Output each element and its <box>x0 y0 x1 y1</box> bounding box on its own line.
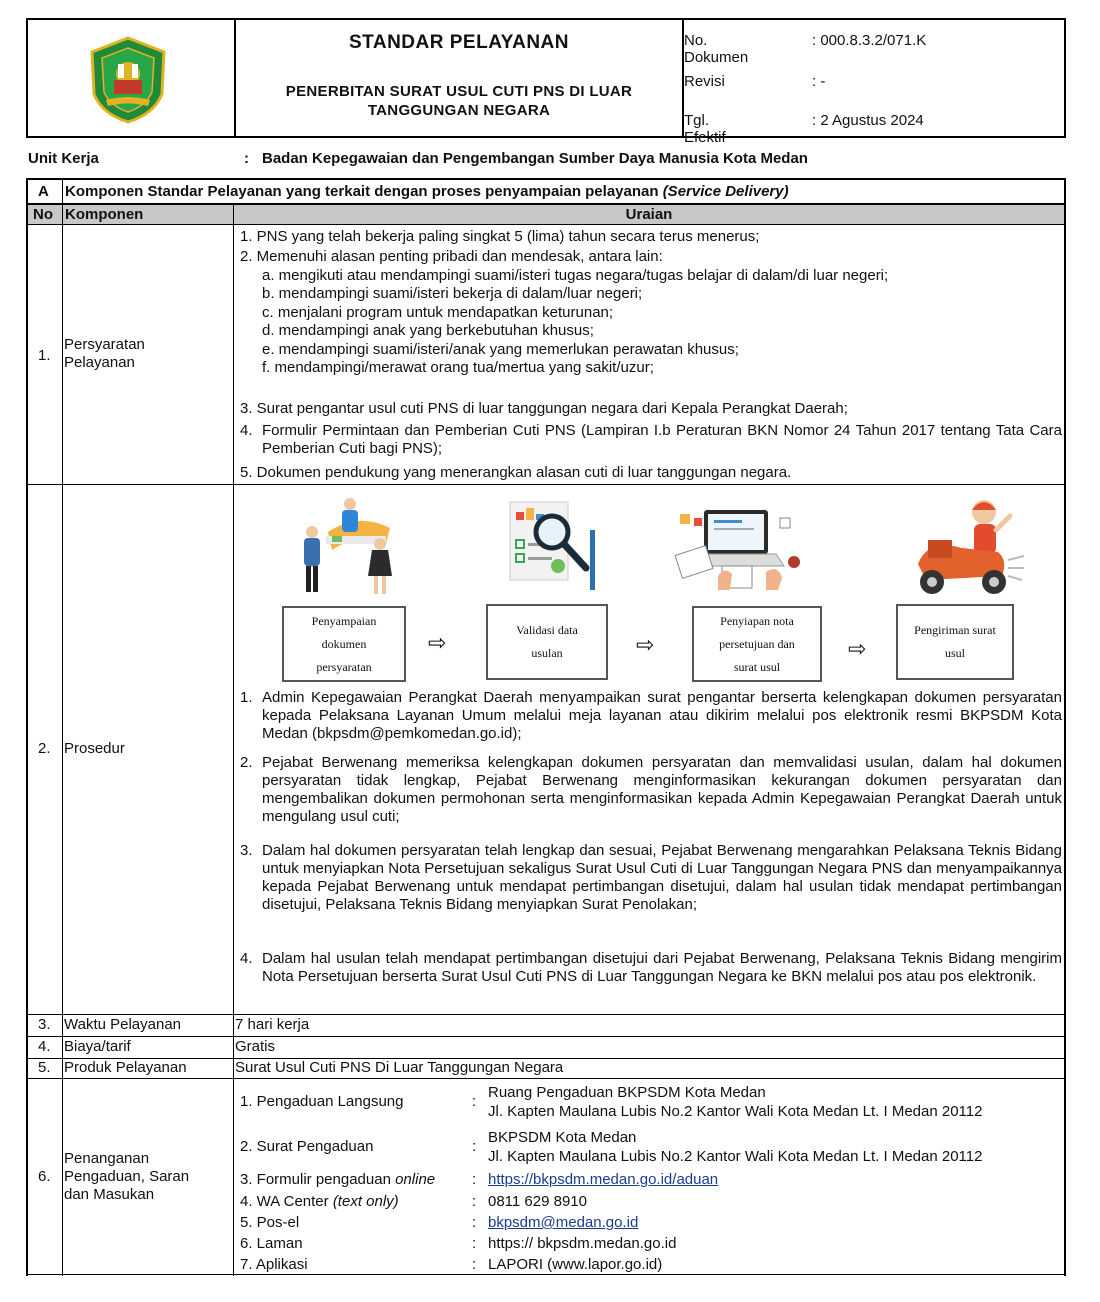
email-link[interactable]: bkpsdm@medan.go.id <box>488 1214 639 1231</box>
r1-item-2a: a. mengikuti atau mendampingi suami/isteri tugas negara/tugas belajar di dalam/di luar negeri; <box>262 267 889 284</box>
row6-no: 6. <box>38 1168 51 1185</box>
r1-item-2: 2. Memenuhi alasan penting pribadi dan mendesak, antara lain: <box>240 248 663 265</box>
column-uraian: Uraian <box>625 206 673 223</box>
row3-no: 3. <box>38 1016 51 1033</box>
flow-step-1: Penyampaian dokumen persyaratan <box>282 606 406 682</box>
row2-komponen: Prosedur <box>64 740 125 757</box>
r1-item-2c: c. menjalani program untuk mendapatkan keturunan; <box>262 304 614 321</box>
r6-item-6-label: 6. Laman <box>240 1235 303 1252</box>
r1-item-4: Formulir Permintaan dan Pemberian Cuti PNS (Lampiran I.b Peraturan BKN Nomor 24 Tahun 2017 tentang Tata Cara Pemberian Cuti bagi PNS); <box>262 422 1062 457</box>
city-emblem-icon <box>84 34 172 126</box>
r2-step-2: Pejabat Berwenang memeriksa kelengkapan dokumen persyaratan dan memvalidasi usulan, dalam hal dokumen persyaratan tidak lengkap, Pejabat Berwenang menginformasikan kekurangan dokumen persyaratan dan mengembalikan dokumen permohonan serta menginformasikan kepada Admin Kepegawaian Perangkat Daerah untuk mengulang usul cuti; <box>262 754 1062 825</box>
r6-item-1-label: 1. Pengaduan Langsung <box>240 1093 404 1110</box>
delivery-scooter-illustration-icon <box>898 490 1026 600</box>
row4-komponen: Biaya/tarif <box>64 1038 131 1055</box>
document-subtitle: PENERBITAN SURAT USUL CUTI PNS DI LUAR TANGGUNGAN NEGARA <box>285 83 633 119</box>
row4-uraian: Gratis <box>235 1038 276 1055</box>
flow-arrow-icon: ⇨ <box>636 632 655 657</box>
row5-uraian: Surat Usul Cuti PNS Di Luar Tanggungan Negara <box>235 1059 564 1076</box>
r6-item-1-sep: : <box>472 1093 477 1110</box>
row4-no: 4. <box>38 1038 51 1055</box>
r2-step-3-no: 3. <box>240 842 253 859</box>
r6-item-7-sep: : <box>472 1256 477 1273</box>
r1-item-2b: b. mendampingi suami/isteri bekerja di dalam/luar negeri; <box>262 285 643 302</box>
laman-value: https:// bkpsdm.medan.go.id <box>488 1235 677 1252</box>
flow-arrow-icon: ⇨ <box>428 630 447 655</box>
r6-item-7-label: 7. Aplikasi <box>240 1256 308 1273</box>
r6-item-2-v1: BKPSDM Kota Medan <box>488 1129 637 1146</box>
column-komponen: Komponen <box>65 206 144 223</box>
flow-arrow-icon: ⇨ <box>848 636 867 661</box>
r2-step-1-no: 1. <box>240 689 253 706</box>
r6-item-3-label: 3. Formulir pengaduan online <box>240 1171 436 1188</box>
title-cell <box>236 20 684 136</box>
section-title: Komponen Standar Pelayanan yang terkait dengan proses penyampaian pelayanan (Service Delivery) <box>65 183 789 200</box>
unit-kerja-sep: : <box>244 150 249 167</box>
section-letter: A <box>38 183 49 200</box>
r2-step-2-no: 2. <box>240 754 253 771</box>
r6-item-4-label: 4. WA Center (text only) <box>240 1193 399 1210</box>
row1-komponen: Persyaratan Pelayanan <box>64 336 145 371</box>
wa-center-value: 0811 629 8910 <box>488 1193 587 1210</box>
unit-kerja-value: Badan Kepegawaian dan Pengembangan Sumber Daya Manusia Kota Medan <box>262 150 808 167</box>
aplikasi-value: LAPORI (www.lapor.go.id) <box>488 1256 663 1273</box>
service-desk-illustration-icon <box>298 492 398 598</box>
r2-step-4-no: 4. <box>240 950 253 967</box>
r6-item-2-v2: Jl. Kapten Maulana Lubis No.2 Kantor Wali Kota Medan Lt. I Medan 20112 <box>488 1148 983 1165</box>
r2-step-4: Dalam hal usulan telah mendapat pertimbangan disetujui dari Pejabat Berwenang, Pelaksana Teknis Bidang mengirim Nota Persetujuan berserta Surat Usul Cuti PNS di Luar Tanggungan Negara ke BKN melalui pos atau pos elektronik. <box>262 950 1062 985</box>
r6-item-1-v2: Jl. Kapten Maulana Lubis No.2 Kantor Wali Kota Medan Lt. I Medan 20112 <box>488 1103 983 1120</box>
r6-item-2-label: 2. Surat Pengaduan <box>240 1138 374 1155</box>
row3-uraian: 7 hari kerja <box>235 1016 310 1033</box>
r6-item-5-label: 5. Pos-el <box>240 1214 300 1231</box>
row2-no: 2. <box>38 740 51 757</box>
document-validation-illustration-icon <box>506 496 602 596</box>
r1-item-5: 5. Dokumen pendukung yang menerangkan alasan cuti di luar tanggungan negara. <box>240 464 792 481</box>
r1-item-2f: f. mendampingi/merawat orang tua/mertua yang sakit/uzur; <box>262 359 654 376</box>
r6-item-3-sep: : <box>472 1171 477 1188</box>
row1-no: 1. <box>38 347 51 364</box>
r6-item-1-v1: Ruang Pengaduan BKPSDM Kota Medan <box>488 1084 766 1101</box>
r6-item-4-sep: : <box>472 1193 477 1210</box>
row5-no: 5. <box>38 1059 51 1076</box>
aduan-link[interactable]: https://bkpsdm.medan.go.id/aduan <box>488 1171 719 1188</box>
document-header <box>26 18 1066 146</box>
r1-item-1: 1. PNS yang telah bekerja paling singkat 5 (lima) tahun secara terus menerus; <box>240 228 760 245</box>
flow-step-3: Penyiapan nota persetujuan dan surat usul <box>692 606 822 682</box>
document-title: STANDAR PELAYANAN <box>349 32 569 53</box>
r1-item-2e: e. mendampingi suami/isteri/anak yang memerlukan perawatan khusus; <box>262 341 739 358</box>
r1-item-4-no: 4. <box>240 422 253 439</box>
meta-cell: No. Dokumen : 000.8.3.2/071.K Revisi : - Tgl. Efektif : 2 Agustus 2024 <box>684 32 927 146</box>
flow-step-4: Pengiriman surat usul <box>896 604 1014 680</box>
column-no: No <box>33 206 53 223</box>
logo-cell <box>28 20 236 136</box>
flow-step-2: Validasi data usulan <box>486 604 608 680</box>
laptop-drafting-illustration-icon <box>674 506 810 592</box>
r2-step-1: Admin Kepegawaian Perangkat Daerah menyampaikan surat pengantar berserta kelengkapan dokumen persyaratan kepada Pelaksana Layanan Umum melalui meja layanan atau dikirim melalui pos elektronik resmi BKPSDM Kota Medan (bkpsdm@pemkomedan.go.id); <box>262 689 1062 742</box>
r6-item-2-sep: : <box>472 1138 477 1155</box>
row5-komponen: Produk Pelayanan <box>64 1059 187 1076</box>
r2-step-3: Dalam hal dokumen persyaratan telah lengkap dan sesuai, Pejabat Berwenang mengarahkan Pelaksana Teknis Bidang untuk menyiapkan Nota Persetujuan sekaligus Surat Usul Cuti di Luar Tanggungan Negara PNS dan menyampaikannya kepada Pejabat Berwenang untuk mendapat pertimbangan disetujui, dalam hal usulan tidak mendapat pertimbangan disetujui, Pelaksana Teknis Bidang menyiapkan Surat Penolakan; <box>262 842 1062 913</box>
unit-kerja-label: Unit Kerja <box>28 150 99 167</box>
service-standard-table <box>26 178 1066 1276</box>
r1-item-2d: d. mendampingi anak yang berkebutuhan khusus; <box>262 322 594 339</box>
r6-item-5-sep: : <box>472 1214 477 1231</box>
r1-item-3: 3. Surat pengantar usul cuti PNS di luar tanggungan negara dari Kepala Perangkat Daerah; <box>240 400 848 417</box>
row3-komponen: Waktu Pelayanan <box>64 1016 182 1033</box>
r6-item-6-sep: : <box>472 1235 477 1252</box>
row6-komponen: Penanganan Pengaduan, Saran dan Masukan <box>64 1150 190 1203</box>
